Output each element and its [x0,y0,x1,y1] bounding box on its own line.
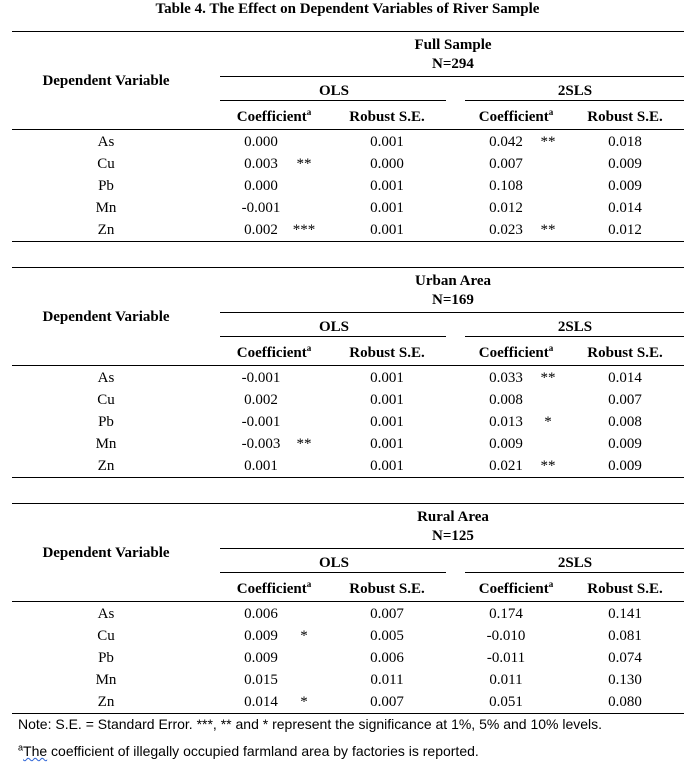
group-rule [220,76,684,77]
ols-coefficient: -0.003 [241,436,281,452]
ols-coefficient: -0.001 [241,200,281,216]
ols-coefficient-header [237,344,311,362]
tsls-robust-se: 0.009 [608,178,642,194]
ols-coefficient: 0.003 [244,156,278,172]
tsls-significance: ** [540,458,556,474]
tsls-robust-se: 0.009 [608,436,642,452]
ols-robust-se: 0.007 [370,606,404,622]
tsls-significance: ** [540,370,556,386]
ols-robust-se: 0.005 [370,628,404,644]
tsls-coefficient: 0.008 [489,392,523,408]
ols-coefficient: -0.001 [241,370,281,386]
header-bottom-rule [12,129,684,130]
header-bottom-rule [12,601,684,602]
tsls-coefficient: 0.011 [489,672,523,688]
tsls-rule [465,572,684,573]
coef-label: Coefficient [236,109,307,125]
ols-header: OLS [318,319,350,335]
ols-coefficient: 0.014 [244,694,278,710]
note-marker: a [18,742,24,753]
row-variable: As [97,134,115,150]
ols-robust-se: 0.001 [370,392,404,408]
ols-robust-se-header: Robust S.E. [349,109,425,125]
coef-label: Coefficient [478,345,549,361]
tsls-robust-se: 0.014 [608,370,642,386]
row-variable: As [97,370,115,386]
tsls-robust-se: 0.130 [608,672,642,688]
ols-coefficient: 0.002 [244,222,278,238]
header-bottom-rule [12,365,684,366]
tsls-rule [465,336,684,337]
row-variable: As [97,606,115,622]
coef-label: Coefficient [236,345,307,361]
panel-top-border [12,267,684,268]
coef-marker: a [548,343,554,353]
tsls-coefficient: 0.023 [489,222,523,238]
ols-robust-se: 0.001 [370,134,404,150]
dependent-variable-header: Dependent Variable [42,73,170,89]
tsls-header: 2SLS [557,319,593,335]
note-underlined-word: The [23,743,48,759]
panel-bottom-border [12,241,684,242]
ols-robust-se: 0.001 [370,436,404,452]
tsls-robust-se: 0.081 [608,628,642,644]
ols-robust-se: 0.001 [370,178,404,194]
ols-coefficient: -0.001 [241,414,281,430]
panel-sample-label: Rural Area [417,509,489,525]
row-variable: Cu [97,156,115,172]
row-variable: Pb [98,178,114,194]
coef-label: Coefficient [236,581,307,597]
ols-robust-se: 0.001 [370,200,404,216]
row-variable: Mn [95,672,117,688]
note-text: coefficient of illegally occupied farmland area by factories is reported. [47,743,479,759]
tsls-robust-se: 0.008 [608,414,642,430]
tsls-robust-se-header: Robust S.E. [587,109,663,125]
row-variable: Pb [98,650,114,666]
ols-significance: ** [296,156,312,172]
tsls-coefficient: 0.174 [489,606,523,622]
coef-label: Coefficient [478,581,549,597]
group-rule [220,548,684,549]
tsls-robust-se: 0.009 [608,458,642,474]
coef-label: Coefficient [478,109,549,125]
note-significance: Note: S.E. = Standard Error. ***, ** and * represent the significance at 1%, 5% and 10% levels. [18,716,603,732]
dependent-variable-header: Dependent Variable [42,309,170,325]
tsls-coefficient: 0.013 [489,414,523,430]
panel-bottom-border [12,477,684,478]
panel-sample-label: Full Sample [414,37,492,53]
ols-significance: * [300,628,308,644]
tsls-robust-se-header: Robust S.E. [587,581,663,597]
tsls-robust-se: 0.009 [608,156,642,172]
coef-marker: a [548,107,554,117]
tsls-significance: ** [540,134,556,150]
panel-sample-label: Urban Area [415,273,491,289]
ols-coefficient: 0.001 [244,458,278,474]
ols-coefficient: 0.000 [244,178,278,194]
ols-coefficient-header [237,580,311,598]
coef-marker: a [306,343,312,353]
row-variable: Mn [95,436,117,452]
note-coefficient [18,743,479,759]
dependent-variable-header: Dependent Variable [42,545,170,561]
tsls-coefficient: 0.007 [489,156,523,172]
table-title: Table 4. The Effect on Dependent Variables of River Sample [155,1,540,17]
ols-robust-se: 0.001 [370,458,404,474]
panel-n-label: N=294 [432,56,474,72]
row-variable: Zn [97,694,115,710]
row-variable: Mn [95,200,117,216]
coef-marker: a [548,579,554,589]
ols-header: OLS [318,555,350,571]
ols-rule [220,572,446,573]
tsls-coefficient: 0.012 [489,200,523,216]
tsls-coefficient: 0.051 [489,694,523,710]
tsls-robust-se: 0.018 [608,134,642,150]
tsls-rule [465,100,684,101]
tsls-coefficient: 0.108 [489,178,523,194]
tsls-coefficient: 0.009 [489,436,523,452]
ols-coefficient: 0.009 [244,650,278,666]
coef-marker: a [306,579,312,589]
ols-rule [220,100,446,101]
tsls-robust-se: 0.014 [608,200,642,216]
ols-coefficient: 0.015 [244,672,278,688]
tsls-robust-se: 0.074 [608,650,642,666]
panel-top-border [12,31,684,32]
ols-robust-se: 0.001 [370,414,404,430]
ols-robust-se: 0.001 [370,222,404,238]
ols-robust-se: 0.006 [370,650,404,666]
row-variable: Pb [98,414,114,430]
tsls-coefficient: 0.021 [489,458,523,474]
ols-significance: * [300,694,308,710]
tsls-header: 2SLS [557,555,593,571]
tsls-robust-se: 0.141 [608,606,642,622]
ols-robust-se: 0.011 [370,672,404,688]
row-variable: Zn [97,458,115,474]
tsls-robust-se: 0.007 [608,392,642,408]
group-rule [220,312,684,313]
ols-coefficient-header [237,108,311,126]
row-variable: Zn [97,222,115,238]
ols-robust-se: 0.007 [370,694,404,710]
coef-marker: a [306,107,312,117]
panel-n-label: N=125 [432,528,474,544]
ols-coefficient: 0.000 [244,134,278,150]
tsls-robust-se: 0.012 [608,222,642,238]
tsls-robust-se-header: Robust S.E. [587,345,663,361]
row-variable: Cu [97,628,115,644]
ols-coefficient: 0.009 [244,628,278,644]
tsls-coefficient-header [479,580,553,598]
tsls-coefficient-header [479,108,553,126]
ols-significance: *** [292,222,316,238]
ols-robust-se: 0.001 [370,370,404,386]
panel-top-border [12,503,684,504]
ols-robust-se-header: Robust S.E. [349,581,425,597]
ols-rule [220,336,446,337]
ols-significance: ** [296,436,312,452]
tsls-coefficient: 0.042 [489,134,523,150]
tsls-significance: ** [540,222,556,238]
tsls-coefficient: 0.033 [489,370,523,386]
tsls-coefficient-header [479,344,553,362]
panel-n-label: N=169 [432,292,474,308]
ols-coefficient: 0.006 [244,606,278,622]
tsls-significance: * [544,414,552,430]
ols-robust-se: 0.000 [370,156,404,172]
tsls-coefficient: -0.011 [486,650,526,666]
ols-robust-se-header: Robust S.E. [349,345,425,361]
tsls-header: 2SLS [557,83,593,99]
row-variable: Cu [97,392,115,408]
panel-bottom-border [12,713,684,714]
ols-header: OLS [318,83,350,99]
tsls-coefficient: -0.010 [486,628,526,644]
tsls-robust-se: 0.080 [608,694,642,710]
ols-coefficient: 0.002 [244,392,278,408]
